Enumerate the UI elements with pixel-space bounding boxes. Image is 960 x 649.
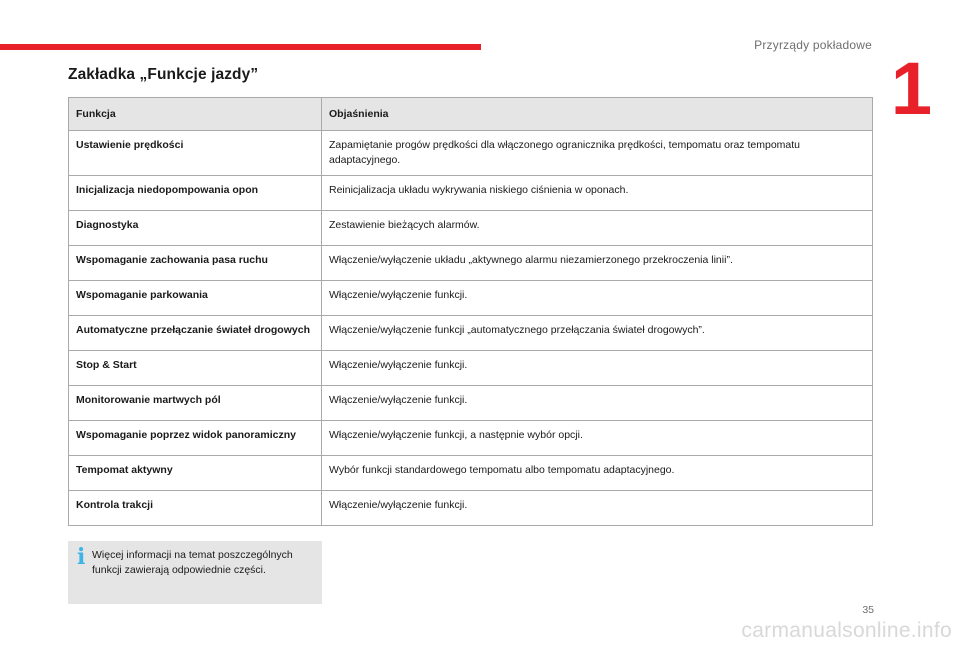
table-row (69, 491, 873, 526)
description-cell: Włączenie/wyłączenie funkcji. (322, 281, 873, 316)
table-row (69, 246, 873, 281)
table-row (69, 316, 873, 351)
table-row (69, 351, 873, 386)
column-header-description: Objaśnienia (322, 98, 873, 131)
function-cell: Tempomat aktywny (69, 456, 322, 491)
page-title: Zakładka „Funkcje jazdy” (68, 66, 259, 83)
function-cell: Kontrola trakcji (69, 491, 322, 526)
table-row (69, 386, 873, 421)
header-accent-bar (0, 44, 481, 50)
info-icon: i (77, 544, 86, 570)
column-header-function: Funkcja (69, 98, 322, 131)
description-cell: Włączenie/wyłączenie funkcji „automatycznego przełączania świateł drogowych”. (322, 316, 873, 351)
table-row (69, 281, 873, 316)
page-number: 35 (862, 604, 874, 616)
description-cell: Włączenie/wyłączenie funkcji. (322, 386, 873, 421)
function-cell: Wspomaganie parkowania (69, 281, 322, 316)
description-cell: Wybór funkcji standardowego tempomatu albo tempomatu adaptacyjnego. (322, 456, 873, 491)
function-cell: Diagnostyka (69, 211, 322, 246)
table-row (69, 131, 873, 176)
table-row (69, 176, 873, 211)
table-row (69, 211, 873, 246)
description-cell: Włączenie/wyłączenie funkcji. (322, 351, 873, 386)
description-cell: Zestawienie bieżących alarmów. (322, 211, 873, 246)
description-cell: Włączenie/wyłączenie układu „aktywnego alarmu niezamierzonego przekroczenia linii”. (322, 246, 873, 281)
section-header: Przyrządy pokładowe (754, 38, 872, 52)
description-cell: Reinicjalizacja układu wykrywania niskiego ciśnienia w oponach. (322, 176, 873, 211)
table-row (69, 456, 873, 491)
chapter-number: 1 (890, 47, 932, 130)
description-cell: Włączenie/wyłączenie funkcji. (322, 491, 873, 526)
info-note-text: Więcej informacji na temat poszczególnych funkcji zawierają odpowiednie części. (92, 549, 293, 576)
function-cell: Monitorowanie martwych pól (69, 386, 322, 421)
function-cell: Automatyczne przełączanie świateł drogowych (69, 316, 322, 351)
function-cell: Wspomaganie poprzez widok panoramiczny (69, 421, 322, 456)
function-cell: Wspomaganie zachowania pasa ruchu (69, 246, 322, 281)
functions-table (68, 97, 873, 526)
description-cell: Włączenie/wyłączenie funkcji, a następnie wybór opcji. (322, 421, 873, 456)
function-cell: Stop & Start (69, 351, 322, 386)
table-row (69, 421, 873, 456)
function-cell: Inicjalizacja niedopompowania opon (69, 176, 322, 211)
function-cell: Ustawienie prędkości (69, 131, 322, 176)
info-note (68, 541, 322, 604)
description-cell: Zapamiętanie progów prędkości dla włączonego ogranicznika prędkości, tempomatu oraz tempomatu adaptacyjnego. (322, 131, 873, 176)
table-header-row (69, 98, 873, 131)
watermark: carmanualsonline.info (741, 619, 952, 642)
